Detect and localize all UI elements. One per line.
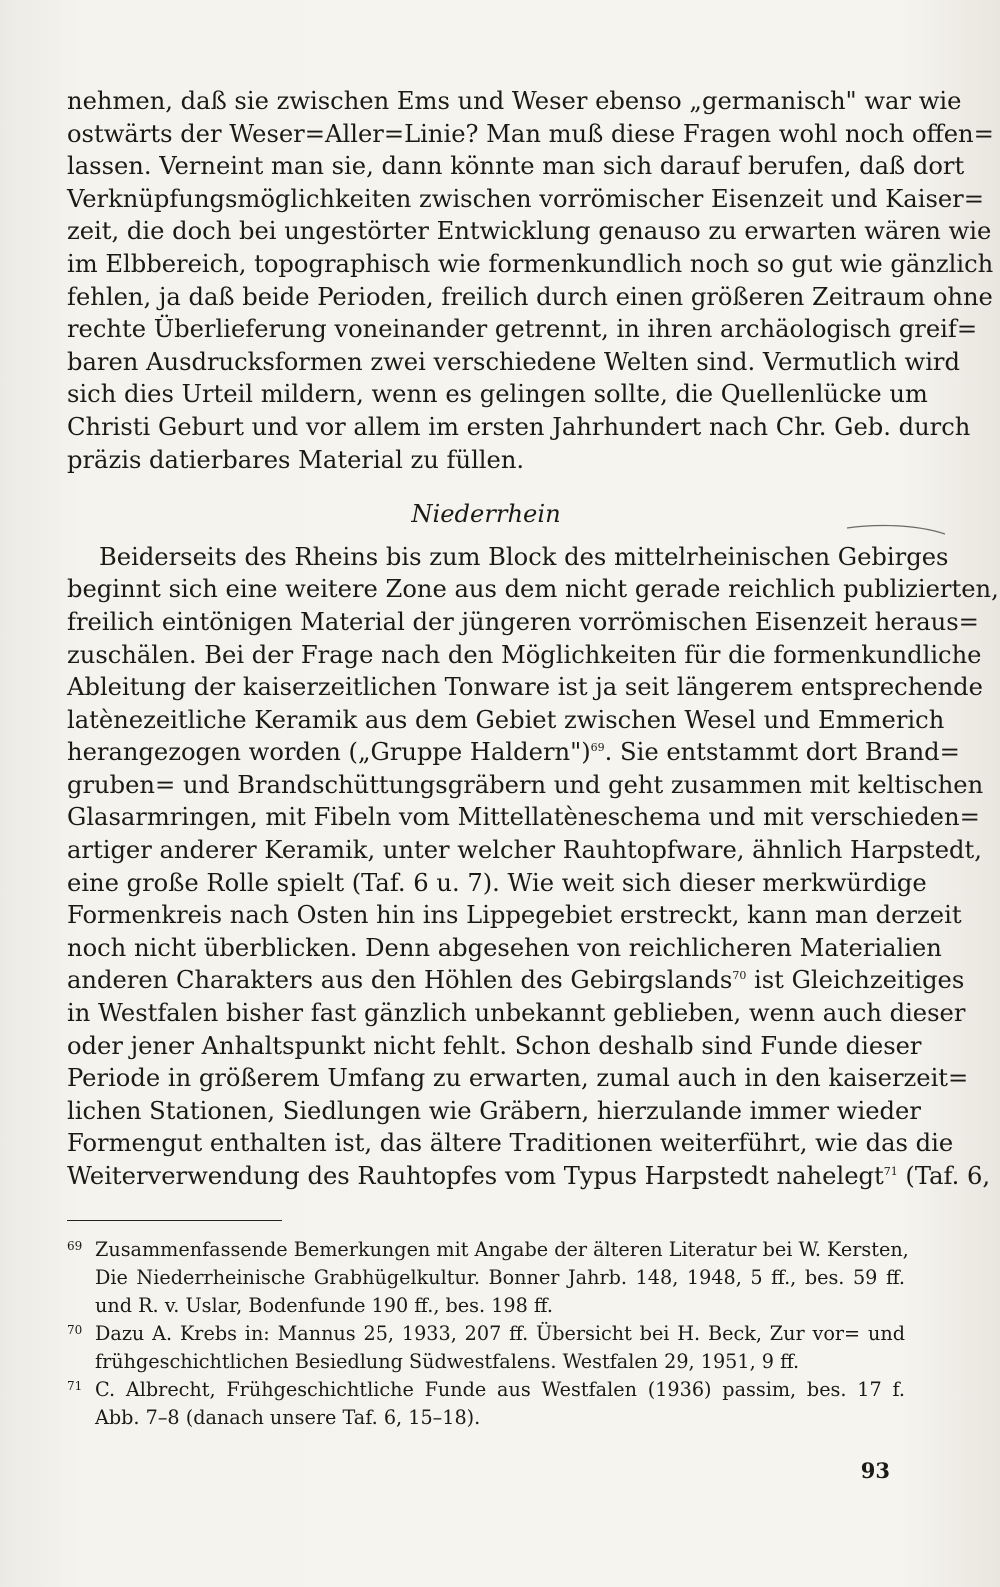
text-line: fehlen, ja daß beide Perioden, freilich durch einen größeren Zeitraum ohne [67, 282, 993, 311]
text-line: eine große Rolle spielt (Taf. 6 u. 7). Wie weit sich dieser merkwürdige [67, 868, 927, 897]
footnote-ref[interactable]: 70 [732, 969, 747, 983]
text-line: zeit, die doch bei ungestörter Entwicklung genauso zu erwarten wären wie [67, 217, 992, 246]
text-line: Glasarmringen, mit Fibeln vom Mittellatèneschema und mit verschieden= [67, 803, 980, 832]
text-segment: . Sie entstammt dort Brand= [604, 738, 960, 767]
text-line: ostwärts der Weser=Aller=Linie? Man muß diese Fragen wohl noch offen= [67, 119, 994, 148]
text-line [67, 1160, 991, 1193]
text-line: im Elbbereich, topographisch wie formenkundlich noch so gut wie gänzlich [67, 249, 994, 278]
footnote-line: frühgeschichtlichen Besiedlung Südwestfalens. Westfalen 29, 1951, 9 ff. [95, 1350, 800, 1373]
footnote-69 [67, 1236, 909, 1320]
text-line: Periode in größerem Umfang zu erwarten, zumal auch in den kaiserzeit= [67, 1064, 969, 1093]
text-line [67, 964, 965, 997]
text-line: lichen Stationen, Siedlungen wie Gräbern, hierzulande immer wieder [67, 1096, 921, 1125]
text-segment: herangezogen worden („Gruppe Haldern") [67, 738, 591, 767]
text-segment: anderen Charakters aus den Höhlen des Gebirgslands [67, 966, 733, 995]
text-line [67, 736, 960, 769]
footnote-divider [67, 1220, 282, 1221]
pencil-annotation-mark [845, 520, 955, 550]
footnote-line: und R. v. Uslar, Bodenfunde 190 ff., bes. 198 ff. [95, 1294, 553, 1317]
footnote-ref[interactable]: 69 [590, 741, 605, 755]
main-text [67, 85, 999, 1193]
text-line: noch nicht überblicken. Denn abgesehen von reichlicheren Materialien [67, 933, 942, 962]
text-segment: Weiterverwendung des Rauhtopfes vom Typus Harpstedt nahelegt [67, 1162, 884, 1190]
paragraph-2 [67, 541, 999, 1193]
footnotes-section [67, 1236, 909, 1432]
text-line: zuschälen. Bei der Frage nach den Möglichkeiten für die formenkundliche [67, 640, 982, 669]
text-line: oder jener Anhaltspunkt nicht fehlt. Schon deshalb sind Funde dieser [67, 1031, 922, 1060]
text-line: Beiderseits des Rheins bis zum Block des mittelrheinischen Gebirges [99, 542, 949, 571]
footnote-number: 70 [67, 1323, 83, 1337]
text-line: Formengut enthalten ist, das ältere Traditionen weiterführt, wie das die [67, 1129, 954, 1158]
text-line: nehmen, daß sie zwischen Ems und Weser ebenso „germanisch" war wie [67, 87, 962, 115]
text-line: Christi Geburt und vor allem im ersten Jahrhundert nach Chr. Geb. durch [67, 412, 971, 441]
text-line: freilich eintönigen Material der jüngeren vorrömischen Eisenzeit heraus= [67, 607, 979, 636]
text-line: sich dies Urteil mildern, wenn es gelingen sollte, die Quellenlücke um [67, 380, 928, 409]
text-line: artiger anderer Keramik, unter welcher Rauhtopfware, ähnlich Harpstedt, [67, 836, 982, 865]
text-line: baren Ausdrucksformen zwei verschiedene Welten sind. Vermutlich wird [67, 347, 960, 376]
footnote-line: Zusammenfassende Bemerkungen mit Angabe der älteren Literatur bei W. Kersten, [95, 1238, 909, 1261]
footnote-line: Die Niederrheinische Grabhügelkultur. Bonner Jahrb. 148, 1948, 5 ff., bes. 59 ff. [95, 1266, 905, 1289]
footnote-70 [67, 1320, 905, 1376]
text-line: latènezeitliche Keramik aus dem Gebiet zwischen Wesel und Emmerich [67, 705, 945, 734]
footnote-ref[interactable]: 71 [883, 1164, 898, 1178]
paragraph-1 [67, 85, 994, 476]
footnote-line: Dazu A. Krebs in: Mannus 25, 1933, 207 ff. Übersicht bei H. Beck, Zur vor= und [95, 1322, 905, 1345]
text-line: präzis datierbares Material zu füllen. [67, 445, 525, 474]
text-line: gruben= und Brandschüttungsgräbern und geht zusammen mit keltischen [67, 770, 984, 799]
footnote-number: 71 [67, 1379, 83, 1393]
text-line: in Westfalen bisher fast gänzlich unbekannt geblieben, wenn auch dieser [67, 999, 966, 1028]
text-line: Formenkreis nach Osten hin ins Lippegebiet erstreckt, kann man derzeit [67, 901, 962, 930]
footnote-71 [67, 1376, 905, 1432]
page-number: 93 [860, 1458, 890, 1483]
section-heading: Niederrhein [411, 500, 561, 529]
text-line: beginnt sich eine weitere Zone aus dem nicht gerade reichlich publizierten, [67, 575, 999, 604]
text-line: rechte Überlieferung voneinander getrennt, in ihren archäologisch greif= [67, 315, 978, 344]
text-line: lassen. Verneint man sie, dann könnte man sich darauf berufen, daß dort [67, 152, 965, 181]
footnote-line: Abb. 7–8 (danach unsere Taf. 6, 15–18). [95, 1406, 481, 1429]
footnote-line: C. Albrecht, Frühgeschichtliche Funde aus Westfalen (1936) passim, bes. 17 f. [95, 1378, 905, 1401]
footnote-number: 69 [67, 1239, 83, 1253]
text-segment: (Taf. 6, [897, 1162, 991, 1190]
text-line: Ableitung der kaiserzeitlichen Tonware ist ja seit längerem entsprechende [67, 673, 983, 702]
text-segment: ist Gleichzeitiges [746, 966, 965, 995]
text-line: Verknüpfungsmöglichkeiten zwischen vorrömischer Eisenzeit und Kaiser= [67, 184, 984, 213]
